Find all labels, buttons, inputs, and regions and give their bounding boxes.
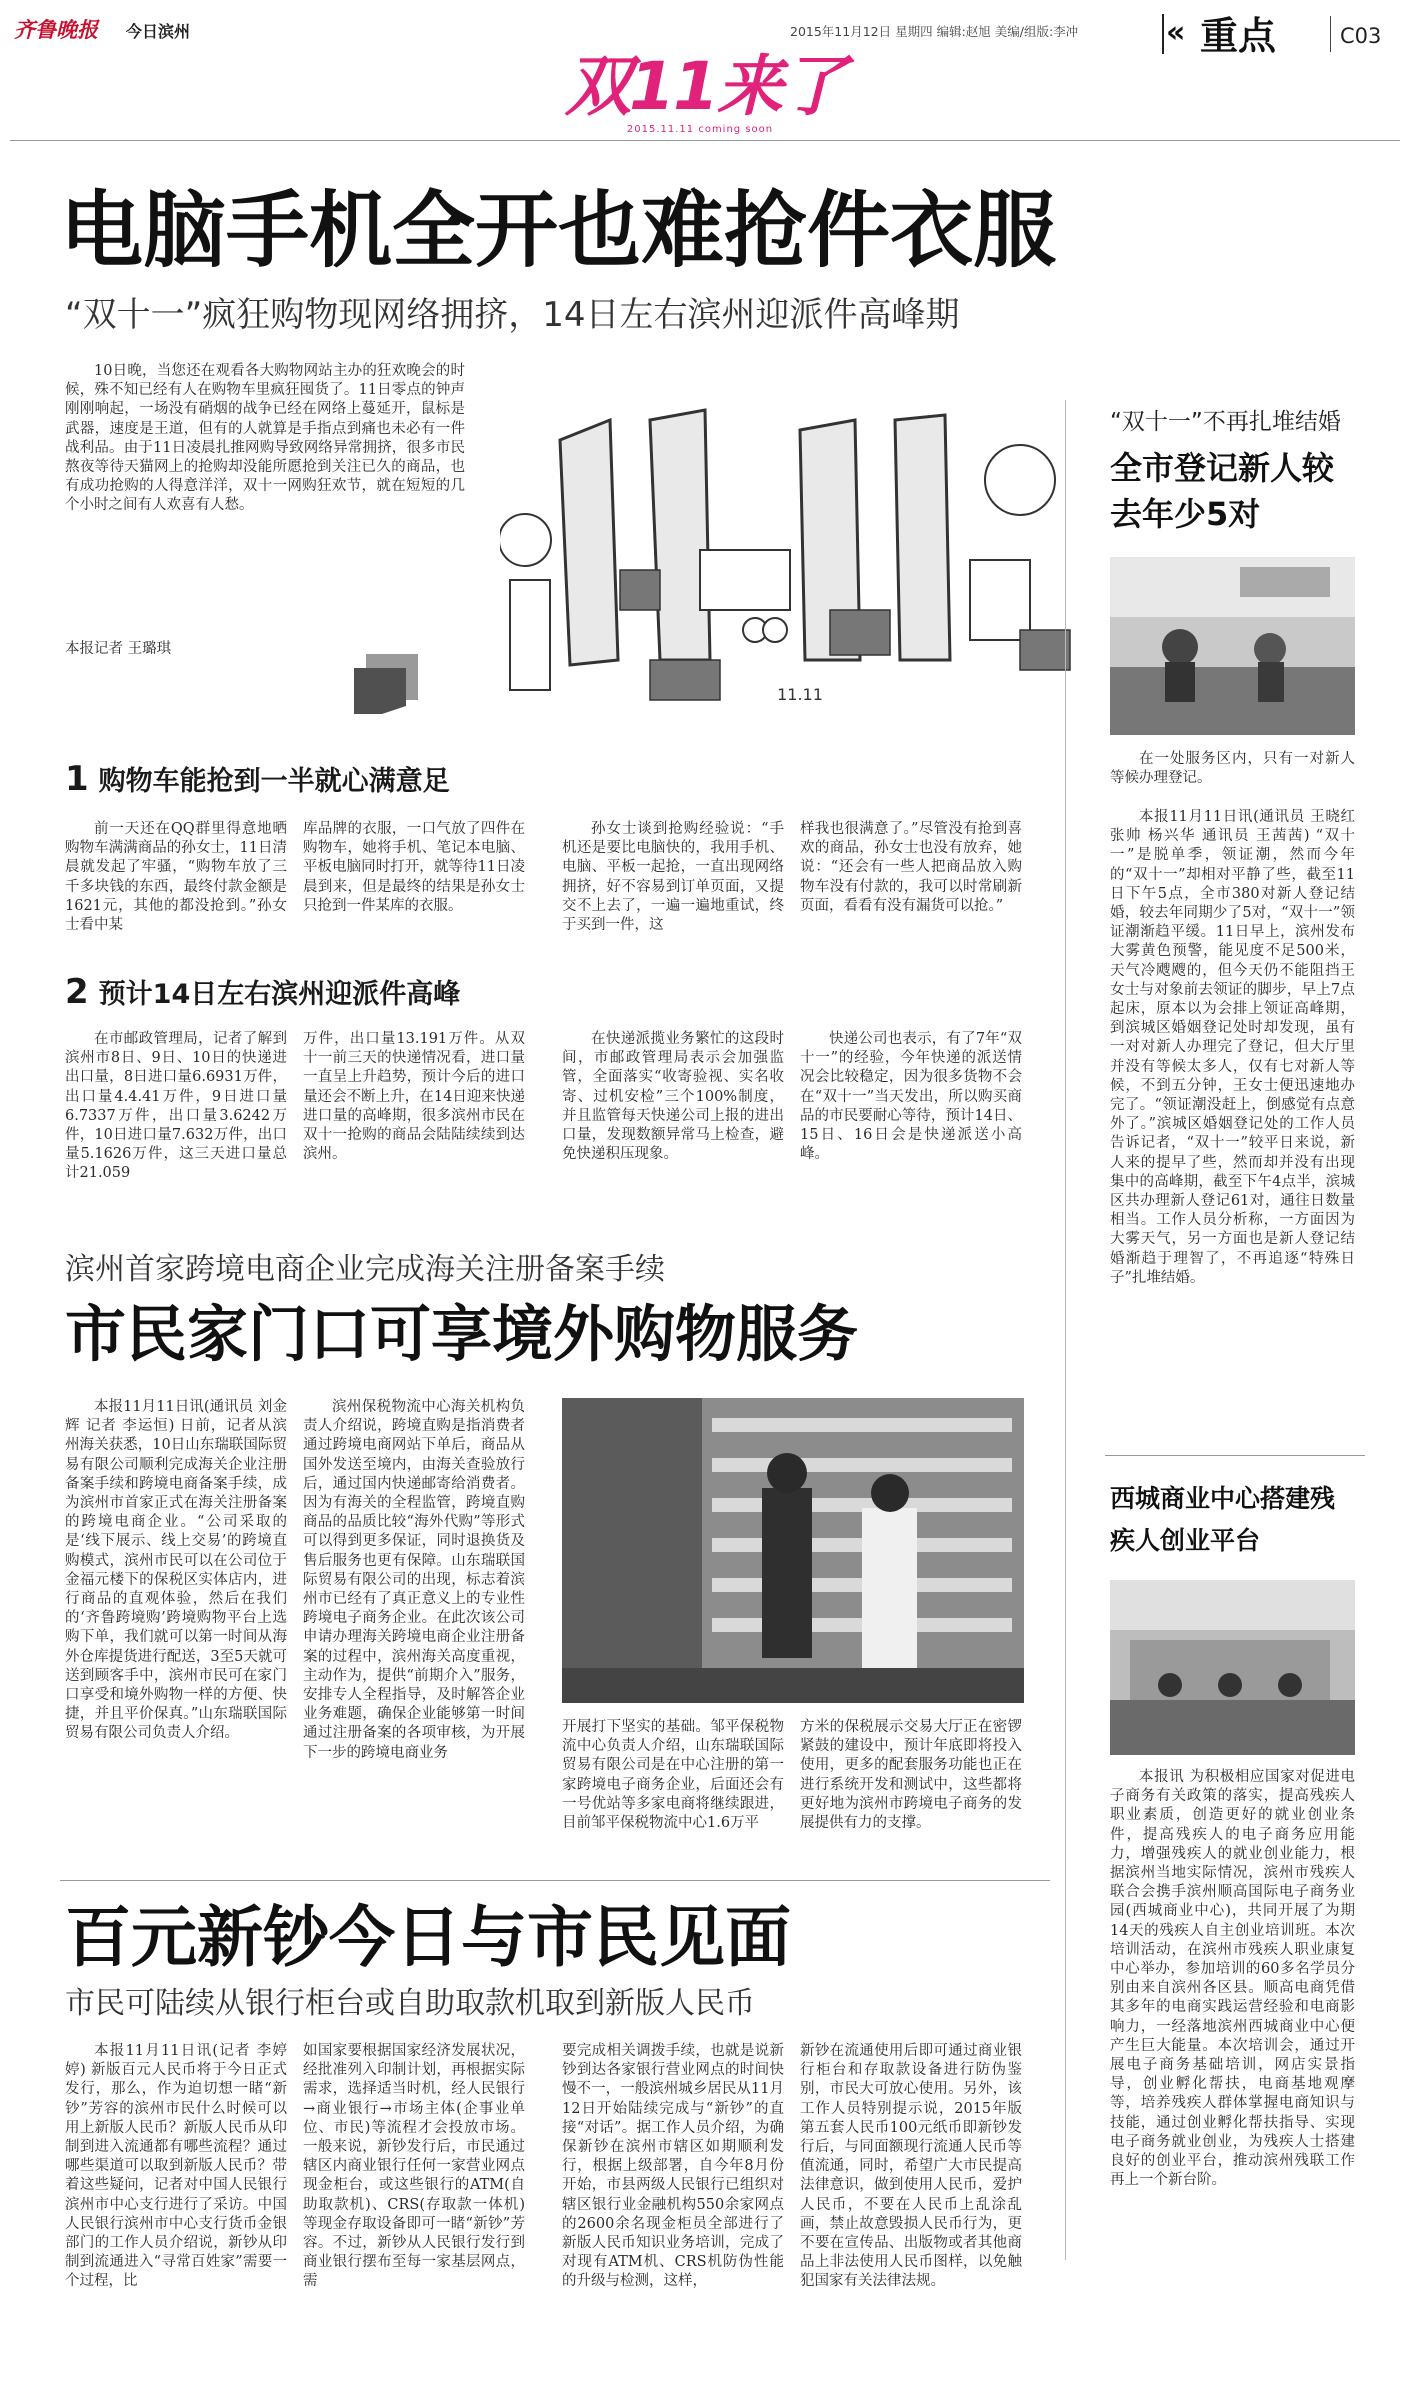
section-2-col-1: 在市邮政管理局，记者了解到滨州市8日、9日、10日的快递进出口量，8日进口量6.6931万件，出口量4.4.41万件，9日进口量6.7337万件，出口量3.6242万件，10日进口量7.632万件，出口量5.1626万件，这三天进口量总计21.059 — [65, 1031, 287, 1182]
right2-body: 本报讯 为积极相应国家对促进电子商务有关政策的落实，提高残疾人职业素质，创造更好的就业创业条件，提高残疾人的电子商务应用能力，增强残疾人的就业创业能力，根据滨州当地实际情况，滨州市残疾人联合会携手滨州顺高国际电子商务业园(西城商业中心)，共同开展了为期14天的残疾人自主创业培训班。本次培训活动，在滨州市残疾人职业康复中心举办，参加培训的60多名学员分别由来自滨州各区县。顺高电商凭借其多年的电商实践运营经验和电商影响力，一经落地滨州西城商业中心便产生巨大能量。本次培训会，通过开展电子商务基础培训，网店实景指导，创业孵化帮扶，电商基地观摩等，培养残疾人群体掌握电商知识与技能，通过创业孵化帮扶指导、实现电子商务就业创业，为残疾人士搭建良好的创业平台，推动滨州残联工作再上一个新台阶。 — [1110, 1769, 1355, 2189]
story2-col-1: 本报11月11日讯(通讯员 刘金辉 记者 李运恒) 日前，记者从滨州海关获悉，10日山东瑞联国际贸易有限公司顺利完成海关企业注册备案手续和跨境电商备案手续，成为滨州市首家正式在海关注册备案的跨境电商企业。“公司采取的是‘线下展示、线上交易’的跨境直购模式，滨州市民可以在公司位于金福元楼下的保税区实体店内，进行商品的直观体验，然后在我们的‘齐鲁跨境购’跨境购物平台上选购下单，我们就可以第一时间从海外仓库提货进行配送，3至5天就可送到顾客手中，滨州市民可在家门口享受和境外购物一样的方便、快捷，并且平价保真。”山东瑞联国际贸易有限公司负责人介绍。 — [65, 1399, 287, 1742]
section-1-col-3: 孙女士谈到抢购经验说：“手机还是要比电脑快的，我用手机、电脑、平板一起抢，一直出现网络拥挤，好不容易到订单页面，又提交不上去了，一遍一遍地重试，终于买到一件，这 — [562, 821, 784, 934]
masthead-brand: 齐鲁晚报 — [14, 18, 98, 42]
section-1-col-2: 库品牌的衣服，一口气放了四件在购物车，她将手机、笔记本电脑、平板电脑同时打开，就等待11日凌晨到来，但是最终的结果是孙女士只抢到一件某库的衣服。 — [303, 821, 525, 914]
quote-mark-icon — [352, 648, 424, 720]
section-chevron-icon: « — [1166, 15, 1186, 50]
section-2-col-2: 万件，出口量13.191万件。从双十一前三天的快递情况看，进口量一直呈上升趋势，预计今后的进口量还会不断上升，在14日迎来快递进口量的高峰期，很多滨州市民在双十一抢购的商品会陆陆续续到达滨州。 — [303, 1031, 525, 1163]
story3-col-4: 新钞在流通使用后即可通过商业银行柜台和存取款设备进行防伪鉴别，市民大可放心使用。另外，该工作人员特别提示说，2015年版第五套人民币100元纸币即新钞发行后，与同面额现行流通人民币等值流通，同时，希望广大市民提高法律意识，做到使用人民币，爱护人民币，不要在人民币上乱涂乱画，禁止故意毁损人民币行为，更不要在宣传品、出版物或者其他商品上非法使用人民币图样，以免触犯国家有关法律法规。 — [800, 2043, 1022, 2290]
section-1-heading — [65, 759, 725, 799]
section-2-col-3: 在快递派揽业务繁忙的这段时间，市邮政管理局表示会加强监管，全面落实“收寄验视、实名收寄、过机安检”三个100%制度，并且监管每天快递公司上报的进出口量，发现数额异常马上检查，避免快递积压现象。 — [562, 1031, 784, 1163]
section-2-number: 2 — [65, 972, 89, 1012]
story2-col-4: 方米的保税展示交易大厅正在密锣紧鼓的建设中，预计年底即将投入使用，更多的配套服务功能也正在进行系统开发和测试中，这些都将更好地为滨州市跨境电子商务的发展提供有力的支撑。 — [800, 1719, 1022, 1832]
right1-body: 本报11月11日讯(通讯员 王晓红 张帅 杨兴华 通讯员 王茜茜) “双十一”是脱单季，领证潮，然而今年的“双十一”却相对平静了些，截至11日下午5点，全市380对新人登记结婚，较去年同期少了5对，“双十一”领证潮渐趋平缓。11日早上，滨州发布大雾黄色预警，能见度不足500米，天气冷飕飕的，但今天仍不能阻挡王女士与对象前去领证的脚步，早上7点起床，原本以为会排上领证高峰期，到滨城区婚姻登记处时却发现，虽有一对对新人办理完了登记，但大厅里并没有等候太多人，仅有七对新人等候，不到五分钟，王女士便迅速地办完了。“领证潮没赶上，倒感觉有点意外了。”滨城区婚姻登记处的工作人员告诉记者，“双十一”较平日来说，新人来的提早了些，然而却并没有出现集中的高峰期，截至下午4点半，滨城区共办理新人登记61对，通往日数量相当。工作人员分析称，一方面因为大雾天气，另一方面也是新人登记结婚渐趋于理智了，不再追逐“特殊日子”扎堆结婚。 — [1110, 809, 1355, 1286]
header-rule — [10, 140, 1400, 141]
section-1-title: 购物车能抢到一半就心满意足 — [98, 766, 450, 797]
edition-label: 今日滨州 — [126, 22, 191, 41]
section-divider — [1162, 14, 1164, 54]
section-title: 重点 — [1200, 14, 1277, 58]
right-divider — [1105, 1455, 1365, 1456]
page-divider — [1330, 16, 1331, 52]
lead-headline: 电脑手机全开也难抢件衣服 — [60, 182, 1056, 279]
column-divider — [1065, 400, 1066, 2260]
right2-headline: 西城商业中心搭建残疾人创业平台 — [1110, 1484, 1336, 1555]
section-1-number: 1 — [65, 759, 89, 799]
double-eleven-illustration — [500, 360, 1100, 720]
banner-subline: 2015.11.11 coming soon — [626, 124, 774, 135]
story3-col-3: 要完成相关调拨手续，也就是说新钞到达各家银行营业网点的时间快慢不一，一般滨州城乡居民从11月12日开始陆续完成与“新钞”的直接“对话”。据工作人员介绍，为确保新钞在滨州市辖区如期顺利发行，根据上级部署，自今年8月份开始，市县两级人民银行已组织对辖区银行业金融机构550余家网点的2600余名现金柜员全部进行了新版人民币知识业务培训，完成了对现有ATM机、CRS机防伪性能的升级与检测，这样， — [562, 2043, 784, 2290]
lead-intro: 10日晚，当您还在观看各大购物网站主办的狂欢晚会的时候，殊不知已经有人在购物车里疯狂囤货了。11日零点的钟声刚刚响起，一场没有硝烟的战争已经在网络上蔓延开，鼠标是武器，速度是王道，但有的人就算是手指点到痛也未必有一件战利品。由于11日凌晨扎推网购导致网络异常拥挤，很多市民熬夜等待天猫网上的抢购却没能所愿抢到关注已久的商品，也有成功抢购的人得意洋洋，双十一网购狂欢节，就在短短的几个小时之间有人欢喜有人愁。 — [65, 363, 465, 514]
story3-col-2: 如国家要根据国家经济发展状况，经批准列入印制计划，再根据实际需求，选择适当时机，经人民银行→商业银行→市场主体(企事业单位、市民)等流程才会投放市场。一般来说，新钞发行后，市民通过辖区内商业银行任何一家营业网点现金柜台，或这些银行的ATM(自助取款机)、CRS(存取款一体机)等现金存取设备即可一睹“新钞”芳容。不过，新钞从人民银行发行到商业银行摆布至每一家基层网点，需 — [303, 2043, 525, 2290]
right2-photo — [1110, 1580, 1355, 1755]
section-2-title: 预计14日左右滨州迎派件高峰 — [98, 979, 461, 1010]
right1-headline: 全市登记新人较去年少5对 — [1110, 449, 1335, 533]
page-number: C03 — [1340, 24, 1382, 48]
banner-logo: 双11来了 — [565, 48, 845, 125]
story2-photo — [562, 1398, 1024, 1703]
story3-col-1: 本报11月11日讯(记者 李婷婷) 新版百元人民币将于今日正式发行，那么，作为迫切想一睹“新钞”芳容的滨州市民什么时候可以用上新版人民币？新版人民币从印制到进入流通都有哪些流程？通过哪些渠道可以取到新版人民币？带着这些疑问，记者对中国人民银行滨州市中心支行进行了采访。中国人民银行滨州市中心支行货币金银部门的工作人员介绍说，新钞从印制到流通进入“寻常百姓家”需要一个过程，比 — [65, 2043, 287, 2290]
section-2-heading — [65, 972, 725, 1012]
section-1-col-4: 样我也很满意了。”尽管没有抢到喜欢的商品，孙女士也没有放弃，她说：“还会有一些人把商品放入购物车没有付款的，我可以时常刷新页面，看看有没有漏货可以抢。” — [800, 821, 1022, 914]
story3-rule — [60, 1880, 1050, 1881]
lead-byline: 本报记者 王璐琪 — [65, 641, 172, 657]
right1-photo — [1110, 557, 1355, 735]
story2-col-3: 开展打下坚实的基础。邹平保税物流中心负责人介绍，山东瑞联国际贸易有限公司是在中心注册的第一家跨境电子商务企业，后面还会有一号优站等多家电商将继续跟进，目前邹平保税物流中心1.6万平 — [562, 1719, 784, 1832]
story2-col-2: 滨州保税物流中心海关机构负责人介绍说，跨境直购是指消费者通过跨境电商网站下单后，商品从国外发送至境内，由海关查验放行后，通过国内快递邮寄给消费者。因为有海关的全程监管，跨境直购商品的品质比较“海外代购”等形式可以得到更多保证，同时退换货及售后服务也更有保障。山东瑞联国际贸易有限公司的出现，标志着滨州市已经有了真正意义上的专业性跨境电子商务企业。在此次该公司申请办理海关跨境电商企业注册备案的过程中，滨州海关高度重视，主动作为，提供“前期介入”服务，安排专人全程指导，及时解答企业业务难题，确保企业能够第一时间通过注册备案的各项审核，为开展下一步的跨境电商业务 — [303, 1399, 525, 1761]
right1-kicker: “双十一”不再扎堆结婚 — [1110, 409, 1341, 435]
story3-headline: 百元新钞今日与市民见面 — [65, 1899, 791, 1976]
illustration-label: 11.11 — [777, 685, 823, 704]
story2-kicker: 滨州首家跨境电商企业完成海关注册备案手续 — [65, 1252, 665, 1287]
story2-headline: 市民家门口可享境外购物服务 — [65, 1299, 859, 1370]
date-line: 2015年11月12日 星期四 编辑:赵旭 美编/组版:李冲 — [790, 24, 1079, 39]
section-2-col-4: 快递公司也表示，有了7年“双十一”的经验，今年快递的派送情况会比较稳定，因为很多货物不会在“双十一”当天发出，所以购买商品的市民要耐心等待，预计14日、15日、16日会是快递派送小高峰。 — [800, 1031, 1022, 1163]
story3-subhead: 市民可陆续从银行柜台或自助取款机取到新版人民币 — [65, 1986, 755, 2021]
lead-subhead: “双十一”疯狂购物现网络拥挤，14日左右滨州迎派件高峰期 — [65, 295, 960, 335]
section-1-col-1: 前一天还在QQ群里得意地晒购物车满满商品的孙女士，11日清晨就发起了牢骚，“购物车放了三千多块钱的东西，最终付款金额是1621元，其他的都没抢到。”孙女士看中某 — [65, 821, 287, 934]
right1-photo-caption: 在一处服务区内，只有一对新人等候办理登记。 — [1110, 751, 1355, 787]
